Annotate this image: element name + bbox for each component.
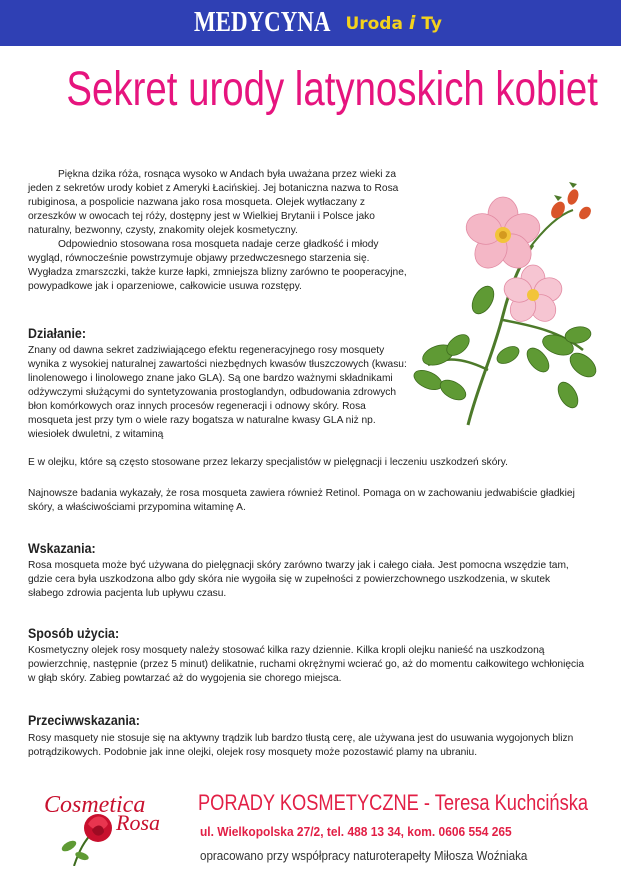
intro-paragraph-2: Odpowiednio stosowana rosa mosqueta nadaje cerze gładkość i młody wygląd, równocześnie powstrzymuje objawy przedwczesnego starzenia się. Wygładza zmarszczki, także kurze łapki, zmniejsza blizny zarówno te pooperacyjne, powypadkowe jak i oparzeniowe, całkowicie usuwa rozstępy. [28, 239, 407, 292]
intro-paragraph-1: Piękna dzika róża, rosnąca wysoko w Andach była uważana przez wieki za jeden z sekretów urody kobiet z Ameryki Łacińskiej. Jej botaniczna nazwa to Rosa rubiginosa, a pospolicie nazwana jako rosa mosqueta. Olejek wytłaczany z orzeszków w owocach tej róży, dostępny jest w Wielkiej Brytanii i Polsce jako naturalny, bezwonny, czysty, znakomity olejek kosmetyczny. [28, 169, 399, 236]
footer-credit [200, 849, 552, 863]
logo-text-rosa: Rosa [116, 810, 160, 835]
sposob-text: Kosmetyczny olejek rosy mosquety należy stosować kilka razy dziennie. Kilka kropli olejku nanieść na uszkodzoną powierzchnię, następnie (przez 5 minut) delikatnie, ruchami okrężnymi wcierać go, aż do momentu całkowitego wchłonięcia w głąb skóry. Zabieg powtarzać aż do wygojenia sie chorego miejsca. [28, 645, 585, 684]
dzialanie-text-narrow: Znany od dawna sekret zadziwiającego efektu regeneracyjnego rosy mosquety wynika z wysokiej naturalnej zawartości niezbędnych kwasów tłuszczowych (kwasu: linolenowego i linolowego znane jako GLA). Są one bardzo ważnymi składnikami odżywczymi służącymi do syntetyzowania prostoglandyn, odbudowania zdrowych błon komórkowych oraz innych procesów regeneracji i odnowy skóry. Rosa mosqueta jest przy tym o wiele razy bogatsza w naturalne kwasy GLA niż np. wiesiołek dwuletni, z witaminą [28, 345, 407, 440]
subtitle-uroda: Uroda [345, 14, 403, 34]
section-heading-dzialanie: Działanie: [28, 326, 86, 341]
wskazania-text: Rosa mosqueta może być używana do pielęgnacji skóry zarówno twarzy jak i całego ciała. Jest pomocna wszędzie tam, gdzie cera była uszkodzona albo gdy skóra nie wygoiła się w zupełności z powierzchownego uszkodzenia, w skutek słabego zdrowia pacjenta lub upływu czasu. [28, 560, 569, 599]
logo-text-cosmetica: Cosmetica [44, 792, 146, 818]
footer-credit-text: opracowano przy współpracy naturoterapełty Miłosza Woźniaka [200, 849, 528, 863]
footer-title-text: PORADY KOSMETYCZNE - Teresa Kuchcińska [198, 790, 589, 815]
section-heading-sposob: Sposób użycia: [28, 626, 120, 641]
header-banner [0, 0, 621, 46]
article-title-text: Sekret urody latynoskich kobiet [66, 63, 598, 116]
article-title [0, 62, 621, 117]
footer-address-text: ul. Wielkopolska 27/2, tel. 488 13 34, kom. 0606 554 265 [200, 824, 512, 839]
intro-text [28, 168, 413, 294]
rose-illustration-icon [408, 155, 608, 440]
section-heading-wskazania: Wskazania: [28, 541, 96, 556]
dzialanie-text-extra: Najnowsze badania wykazały, że rosa mosqueta zawiera również Retinol. Pomaga on w zachowaniu jedwabiście gładkiej skóry, a właściwościami przypomina witaminę A. [28, 488, 575, 513]
footer-title [198, 790, 621, 816]
magazine-subtitle [345, 12, 442, 34]
cosmetica-rosa-logo-icon [34, 786, 184, 866]
przeciwwskazania-text: Rosy masquety nie stosuje się na aktywny trądzik lub bardzo tłustą cerę, ale używana jest do usuwania wygojonych blizn potrądzikowych. Podobnie jak inne olejki, olejek rosy mosquety może pozostawić plamy na ubraniu. [28, 733, 574, 758]
section-heading-przeciwwskazania: Przeciwwskazania: [28, 713, 140, 728]
subtitle-ty: Ty [421, 14, 442, 34]
subtitle-i: i [408, 12, 416, 34]
dzialanie-text-wide: E w olejku, które są często stosowane przez lekarzy specjalistów w pielęgnacji i leczeniu uszkodzeń skóry. [28, 457, 508, 468]
magazine-brand: MEDYCYNA [193, 7, 331, 38]
footer-address [200, 824, 539, 839]
